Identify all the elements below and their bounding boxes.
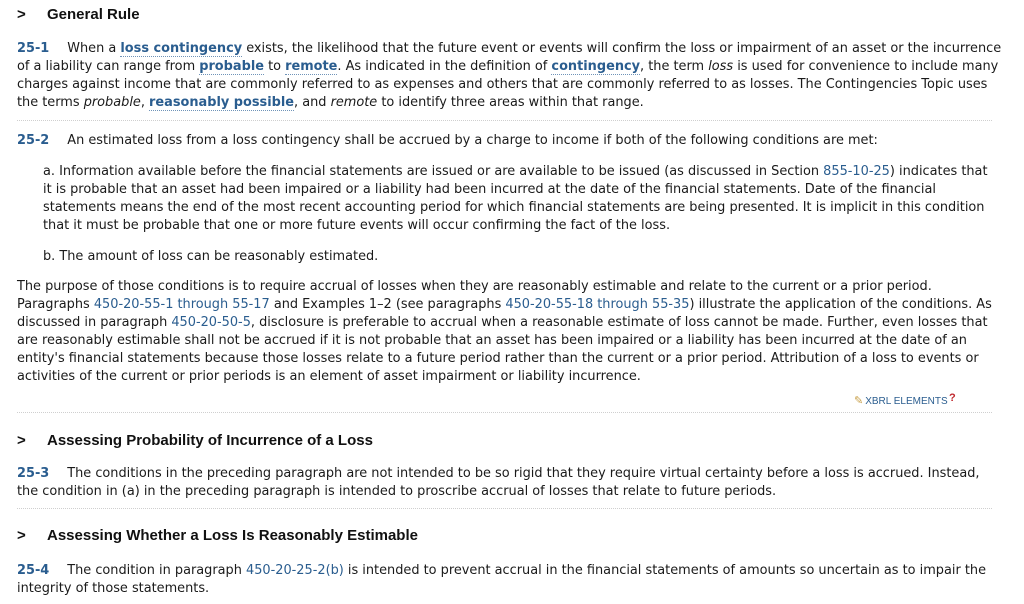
glossary-link-contingency[interactable]: contingency [551,59,641,74]
condition-text: ) indicates that it is probable that an asset had been impaired or a liability had been incurred at the date of the financial statements. Date of the financial statements means the end of the most recent accounting period for which financial statements are being presented. It is implicit in this condition that it must be probable that one or more future events will occur confirming the fact of the loss. [43,164,988,233]
paragraph-text: , [140,95,150,110]
paragraph-25-2 [17,132,1002,150]
emphasis-text: probable [83,95,141,110]
paragraph-number: 25-3 [17,466,50,481]
glossary-link-remote[interactable]: remote [285,59,338,74]
paragraph-text: . As indicated in the definition of [337,59,552,74]
paragraph-text: The conditions in the preceding paragraph are not intended to be so rigid that they require virtual certainty before a loss is accrued. Instead, the condition in (a) in the preceding paragraph is intended to proscribe accrual of losses that relate to future periods. [17,466,980,499]
paragraph-number: 25-4 [17,563,50,578]
condition-b [43,248,998,266]
paragraph-number: 25-1 [17,41,50,56]
paragraph-25-1 [17,40,1002,112]
section-toggle-assessing-estimable[interactable] [17,527,418,544]
glossary-link-probable[interactable]: probable [199,59,264,74]
paragraph-text: is intended to prevent accrual in the financial statements of amounts so uncertain as to impair the integrity of those statements. [17,563,987,596]
paragraph-text: to identify three areas within that range. [377,95,644,110]
help-icon[interactable]: ? [949,392,956,404]
section-title: Assessing Probability of Incurrence of a Loss [47,432,373,449]
divider [17,412,992,413]
paragraph-25-3 [17,465,1002,501]
emphasis-text: remote [330,95,378,110]
chevron-right-icon: > [17,6,26,23]
divider [17,508,992,509]
pencil-icon: ✎ [854,395,864,407]
reference-link-450-20-55-18[interactable]: 450-20-55-18 through 55-35 [505,297,690,312]
glossary-link-loss-contingency[interactable]: loss contingency [120,41,243,56]
paragraph-text: to [263,59,286,74]
divider [17,120,992,121]
paragraph-text: is used for convenience to include many charges against income that are commonly referred to as expenses and others that are commonly referred to as losses. The Contingencies Topic uses the terms [17,59,999,110]
condition-text: a. Information available before the financial statements are issued or are available to be issued (as discussed in Section [43,164,824,179]
chevron-right-icon: > [17,527,26,544]
paragraph-25-4 [17,562,1002,598]
condition-text: b. The amount of loss can be reasonably estimated. [43,249,379,264]
chevron-right-icon: > [17,432,26,449]
reference-link-450-20-55-1[interactable]: 450-20-55-1 through 55-17 [93,297,270,312]
paragraph-text: An estimated loss from a loss contingency shall be accrued by a charge to income if both of the following conditions are met: [67,133,878,148]
paragraph-text: , disclosure is preferable to accrual when a reasonable estimate of loss cannot be made. Further, even losses that are reasonably estimable shall not be accrued if it is not probable that an asset has been impaired or a liability has been incurred at the date of an entity's financial statements because those losses relate to a future period rather than the current or a prior period. Attribution of a loss to events or activities of the current or prior periods is an element of asset impairment or liability incurrence. [17,315,988,384]
reference-link-855-10-25[interactable]: 855-10-25 [823,164,890,179]
emphasis-text: loss [708,59,734,74]
paragraph-text: , the term [640,59,709,74]
section-toggle-general-rule[interactable] [17,6,140,23]
paragraph-text: and Examples 1–2 (see paragraphs [269,297,506,312]
paragraph-text: ) illustrate the application of the conditions. As discussed in paragraph [17,297,992,330]
xbrl-elements-link[interactable] [854,394,948,407]
reference-link-450-20-50-5[interactable]: 450-20-50-5 [171,315,251,330]
reference-link-450-20-25-2b[interactable]: 450-20-25-2(b) [246,563,344,578]
glossary-link-reasonably-possible[interactable]: reasonably possible [149,95,295,110]
paragraph-text: exists, the likelihood that the future event or events will confirm the loss or impairment of an asset or the incurrence of a liability can range from [17,41,1002,74]
paragraph-text: The purpose of those conditions is to require accrual of losses when they are reasonably estimable and relate to the current or a prior period. Paragraphs [17,279,932,312]
xbrl-label: XBRL ELEMENTS [865,396,948,407]
section-toggle-assessing-probability[interactable] [17,432,373,449]
paragraph-text: The condition in paragraph [67,563,246,578]
paragraph-text: , and [294,95,331,110]
paragraph-number: 25-2 [17,133,50,148]
paragraph-text: When a [67,41,121,56]
section-title: Assessing Whether a Loss Is Reasonably Estimable [47,527,418,544]
condition-a [43,163,998,235]
section-title: General Rule [47,6,140,23]
paragraph-conditions-purpose [17,278,1002,386]
